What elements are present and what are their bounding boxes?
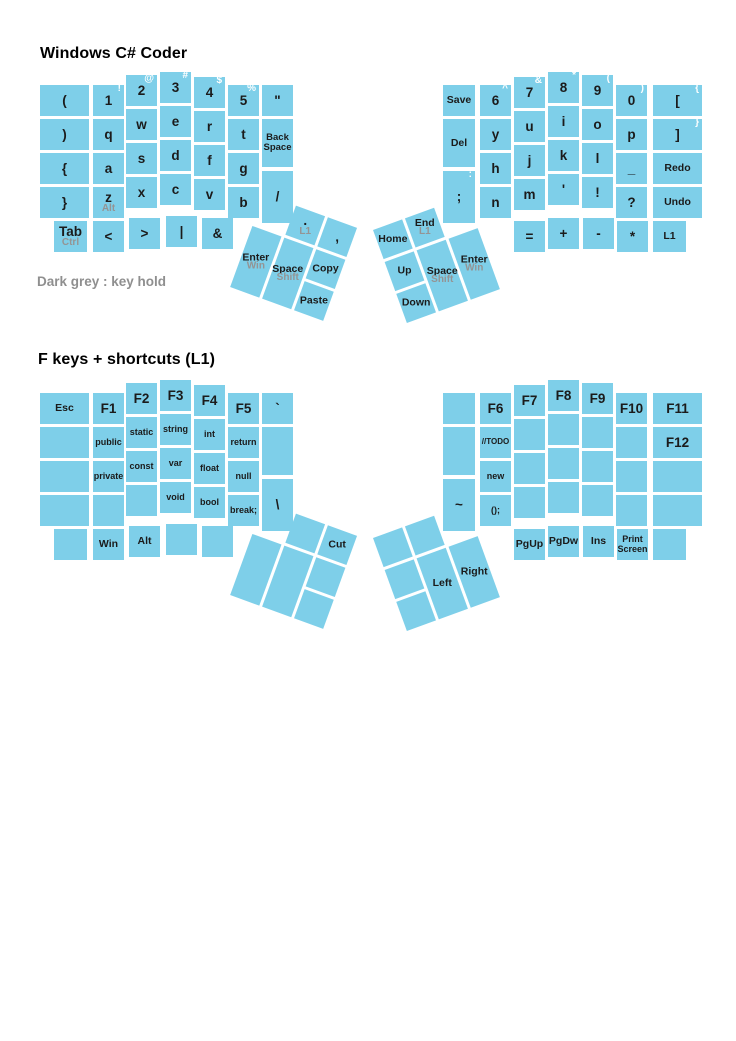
key-label: Space <box>272 262 304 275</box>
key-label: Save <box>446 94 472 107</box>
key-shifted-label: { <box>695 83 699 94</box>
key-label: Enter <box>242 250 270 263</box>
key-bool <box>194 487 225 518</box>
key-symbol <box>443 479 475 531</box>
key-f4 <box>194 385 225 416</box>
key-label: x <box>137 184 146 200</box>
key-label: p <box>627 126 636 142</box>
key-label: var <box>168 457 183 468</box>
key-label: float <box>200 462 219 473</box>
key-label: ? <box>627 194 636 210</box>
key-label: " <box>274 92 281 108</box>
key-label: v <box>205 186 214 202</box>
key-f5 <box>228 393 259 424</box>
key-label: j <box>527 152 532 168</box>
key-label: { <box>61 160 68 176</box>
key-label: Left <box>432 577 452 590</box>
key-label: \ <box>275 497 280 513</box>
key-label: 6 <box>491 92 500 108</box>
key-label: & <box>212 225 223 241</box>
key-label: + <box>559 225 568 241</box>
key-break <box>228 495 259 526</box>
legend-note: Dark grey : key hold <box>37 274 167 289</box>
key-label: F4 <box>201 392 218 408</box>
key-label: 5 <box>239 92 248 108</box>
key-label: s <box>137 150 146 166</box>
key-label: 7 <box>525 84 534 100</box>
key-label: b <box>239 194 248 210</box>
key-f3 <box>160 380 191 411</box>
key-shifted-label: @ <box>144 73 154 84</box>
key-label: ~ <box>455 497 463 513</box>
key-pgup <box>514 529 545 560</box>
key-label: Right <box>460 565 488 578</box>
key-shifted-label: ) <box>640 83 644 94</box>
key-blank <box>616 427 647 458</box>
key-label: 3 <box>171 79 180 95</box>
key-string <box>160 414 191 445</box>
key-label: ) <box>62 126 67 142</box>
key-label: Up <box>397 264 412 277</box>
key-hold-label: Ctrl <box>61 236 80 248</box>
key-shifted-label: # <box>182 70 188 81</box>
key-label: F1 <box>100 400 117 416</box>
key-static <box>126 417 157 448</box>
key-symbol <box>480 495 511 526</box>
key-label: F2 <box>133 390 150 406</box>
key-hold-label: Alt <box>101 202 116 214</box>
key-label: Esc <box>55 402 74 415</box>
key-label: Home <box>378 232 408 245</box>
key-blank <box>202 526 233 557</box>
key-symbol <box>262 393 293 424</box>
key-blank <box>54 529 87 560</box>
key-label: 0 <box>627 92 636 108</box>
key-f1 <box>93 393 124 424</box>
key-hold-label: Win <box>246 260 265 272</box>
key-label: Undo <box>664 196 691 209</box>
key-todo <box>480 427 511 458</box>
key-label: Paste <box>299 294 328 307</box>
key-blank <box>40 461 89 492</box>
key-label: ; <box>456 189 462 205</box>
key-shifted-label: $ <box>216 75 222 86</box>
key-var <box>160 448 191 479</box>
key-label: F3 <box>167 387 184 403</box>
key-label: const <box>129 460 154 471</box>
key-f2 <box>126 383 157 414</box>
key-label: F12 <box>665 434 690 450</box>
key-hold-label: L1 <box>418 226 431 238</box>
key-label: n <box>491 194 500 210</box>
key-label: F11 <box>666 400 689 416</box>
key-hold-label: Shift <box>431 274 454 286</box>
key-blank <box>443 427 475 475</box>
key-label: [ <box>675 92 680 108</box>
key-label: L1 <box>663 230 676 243</box>
key-label: y <box>491 126 500 142</box>
key-label: Space <box>426 264 458 277</box>
key-label: ' <box>561 181 566 197</box>
key-shifted-label: % <box>247 83 256 94</box>
key-blank <box>582 451 613 482</box>
key-int <box>194 419 225 450</box>
key-label: , <box>335 229 340 245</box>
key-label: F7 <box>521 392 538 408</box>
key-label: Cut <box>328 538 346 551</box>
key-label: } <box>61 194 68 210</box>
key-label: - <box>596 225 601 241</box>
key-label: / <box>275 189 280 205</box>
key-f11 <box>653 393 702 424</box>
key-label: Del <box>450 136 468 149</box>
key-shifted-label: ! <box>117 83 121 94</box>
key-new <box>480 461 511 492</box>
key-label: Ins <box>590 535 607 548</box>
key-label: < <box>104 228 113 244</box>
key-blank <box>653 495 702 526</box>
key-label: i <box>561 113 566 129</box>
key-label: string <box>162 423 188 434</box>
key-label: End <box>414 216 435 229</box>
key-label: (); <box>491 504 500 515</box>
key-f12 <box>653 427 702 458</box>
key-label: u <box>525 118 534 134</box>
key-label: null <box>235 470 252 481</box>
key-blank <box>582 485 613 516</box>
key-blank <box>582 417 613 448</box>
key-blank <box>548 414 579 445</box>
key-label: void <box>166 491 185 502</box>
key-label: new <box>486 470 505 481</box>
key-label: Win <box>98 538 119 551</box>
key-label: break; <box>229 504 257 515</box>
key-f9 <box>582 383 613 414</box>
key-label: . <box>303 213 308 229</box>
key-label: a <box>104 160 113 176</box>
key-hold-label: L1 <box>299 225 312 237</box>
key-label: k <box>559 147 568 163</box>
key-label: //TODO <box>481 437 510 447</box>
key-label: 1 <box>104 92 113 108</box>
key-label: > <box>140 225 149 241</box>
key-blank <box>548 448 579 479</box>
key-blank <box>514 487 545 518</box>
key-alt <box>129 526 160 557</box>
key-label: t <box>241 126 246 142</box>
key-hold-label: Win <box>465 262 484 274</box>
key-float <box>194 453 225 484</box>
key-label: bool <box>200 496 219 507</box>
key-win <box>93 529 124 560</box>
key-blank <box>616 495 647 526</box>
key-label: ( <box>62 92 67 108</box>
key-label: Alt <box>137 535 152 548</box>
key-label: l <box>595 150 600 166</box>
key-f7 <box>514 385 545 416</box>
key-label: c <box>171 181 180 197</box>
key-label: int <box>204 428 215 439</box>
key-label: public <box>95 436 122 447</box>
key-label: Enter <box>460 252 488 265</box>
key-blank <box>294 589 334 629</box>
key-label: Tab <box>59 224 82 240</box>
key-label: q <box>104 126 113 142</box>
key-shifted-label: : <box>468 169 472 180</box>
key-label: = <box>525 228 534 244</box>
key-blank <box>653 461 702 492</box>
key-blank <box>443 393 475 424</box>
key-label: F9 <box>589 390 606 406</box>
key-label: ` <box>275 400 280 416</box>
key-ins <box>583 526 614 557</box>
key-label: ! <box>595 184 600 200</box>
key-f8 <box>548 380 579 411</box>
key-blank <box>262 427 293 475</box>
key-label: Down <box>401 296 431 309</box>
key-label: Back Space <box>263 132 292 153</box>
key-public <box>93 427 124 458</box>
key-symbol <box>262 479 293 531</box>
key-blank <box>514 419 545 450</box>
key-label: | <box>179 223 184 239</box>
key-label: * <box>629 228 636 244</box>
key-label: h <box>491 160 500 176</box>
key-label: ] <box>675 126 680 142</box>
key-label: z <box>105 190 112 206</box>
layer1-title: Windows C# Coder <box>40 45 188 62</box>
key-label: F10 <box>619 400 644 416</box>
key-blank <box>616 461 647 492</box>
key-blank <box>93 495 124 526</box>
key-label: 4 <box>205 84 214 100</box>
key-label: _ <box>627 160 636 176</box>
key-label: Print Screen <box>617 534 648 554</box>
key-label: 8 <box>559 79 568 95</box>
key-label: e <box>171 113 180 129</box>
key-null <box>228 461 259 492</box>
key-label: F6 <box>487 400 504 416</box>
key-label: d <box>171 147 180 163</box>
key-private <box>93 461 124 492</box>
key-label: 2 <box>137 82 146 98</box>
key-shifted-label: & <box>534 75 542 86</box>
key-label: F5 <box>235 400 252 416</box>
key-label: r <box>206 118 213 134</box>
key-return <box>228 427 259 458</box>
key-shifted-label: ^ <box>502 83 508 94</box>
key-label: m <box>523 186 536 202</box>
key-shifted-label: ( <box>606 73 610 84</box>
key-label: g <box>239 160 248 176</box>
key-blank <box>126 485 157 516</box>
key-shifted-label: } <box>695 117 699 128</box>
key-label: 9 <box>593 82 602 98</box>
key-label: F8 <box>555 387 572 403</box>
key-print-screen <box>617 529 648 560</box>
key-label: PgDw <box>548 535 579 548</box>
key-label: private <box>93 470 124 481</box>
key-blank <box>548 482 579 513</box>
key-shifted-label: * <box>572 70 576 81</box>
key-label: static <box>129 426 154 437</box>
key-label: f <box>207 152 212 168</box>
key-f6 <box>480 393 511 424</box>
key-label: w <box>136 116 147 132</box>
key-blank <box>166 524 197 555</box>
key-label: Copy <box>312 262 339 275</box>
key-label: PgUp <box>515 538 544 551</box>
key-label: o <box>593 116 602 132</box>
key-blank <box>40 427 89 458</box>
key-label: return <box>230 436 257 447</box>
key-blank <box>653 529 686 560</box>
layer2-title: F keys + shortcuts (L1) <box>38 351 216 368</box>
key-void <box>160 482 191 513</box>
key-hold-label: Shift <box>276 272 299 284</box>
key-const <box>126 451 157 482</box>
key-blank <box>40 495 89 526</box>
key-esc <box>40 393 89 424</box>
key-blank <box>514 453 545 484</box>
key-pgdw <box>548 526 579 557</box>
key-f10 <box>616 393 647 424</box>
key-label: Redo <box>664 162 691 175</box>
